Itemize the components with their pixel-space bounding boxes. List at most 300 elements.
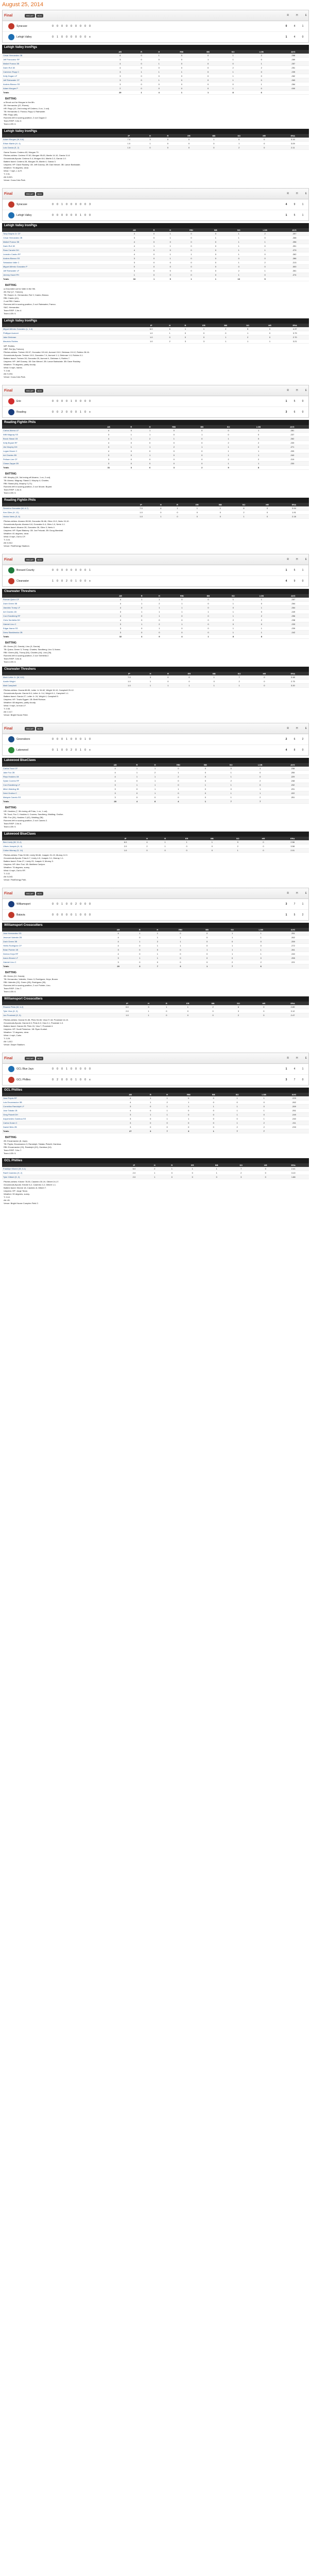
- team-name[interactable]: GCL Blue Jays: [16, 1067, 34, 1071]
- box-button[interactable]: BOX: [36, 14, 43, 18]
- team-name[interactable]: Greensboro: [16, 738, 30, 741]
- stat-cell: .262: [280, 252, 309, 257]
- stat-cell: 0: [251, 840, 277, 844]
- team-name[interactable]: Lehigh Valley: [16, 36, 32, 39]
- recap-button[interactable]: RECAP: [25, 1057, 35, 1060]
- player-name[interactable]: Jake Fox 2B: [2, 771, 102, 775]
- stat-cell: .257: [278, 598, 309, 602]
- player-name[interactable]: Jose Tabata 1B: [2, 1109, 118, 1113]
- stat-cell: 0: [150, 87, 168, 91]
- stat-cell: 0: [168, 614, 196, 618]
- player-name[interactable]: Zach Green 3B: [2, 602, 108, 606]
- pitcher-name[interactable]: Ethan Martin (H, 4): [2, 142, 116, 146]
- player-name[interactable]: Art Charles 1B: [2, 610, 108, 614]
- player-name[interactable]: Drew Stankiewicz 2B: [2, 631, 108, 635]
- player-name[interactable]: Cord Sandberg LF: [2, 783, 102, 787]
- pitcher-name[interactable]: Mauricio Robles: [2, 340, 141, 344]
- stat-cell: 0: [251, 844, 277, 849]
- team-name[interactable]: Batavia: [16, 913, 25, 917]
- player-name[interactable]: Jeff Francoeur RF: [2, 58, 108, 62]
- stat-cell: [278, 635, 309, 639]
- batting-notes: [2, 281, 309, 316]
- player-name[interactable]: Jiandido Tromp LF: [2, 606, 108, 610]
- player-name[interactable]: Maikel Franco 3B: [2, 62, 108, 66]
- col-header-pitcher: [2, 672, 117, 675]
- recap-button[interactable]: RECAP: [25, 727, 35, 731]
- player-name[interactable]: Aaron Brown LF: [2, 956, 106, 960]
- col-header: H: [142, 672, 159, 675]
- inning-score: 0: [89, 738, 91, 741]
- player-name[interactable]: Darin Ruf 1B: [2, 244, 123, 248]
- pitcher-row: [2, 675, 309, 680]
- inning-score: 1: [75, 1078, 77, 1081]
- stat-cell: 1: [128, 775, 146, 779]
- player-name[interactable]: Brian Pointer 1B: [2, 948, 106, 952]
- batter-row: [2, 1125, 309, 1129]
- player-name[interactable]: Tony Gwynn Jr. CF: [2, 232, 123, 236]
- batting-table: [2, 928, 309, 969]
- note-line: Runners left in scoring position, 2 out: Canelo 2.: [4, 819, 48, 822]
- stat-cell: 0: [159, 429, 188, 433]
- note-line: HBP: Ruf (by Treinen).: [4, 348, 25, 350]
- stat-cell: 0: [227, 265, 250, 269]
- inning-score: 0: [52, 36, 54, 39]
- stat-cell: 0: [204, 252, 227, 257]
- inning-score: 0: [80, 1067, 81, 1071]
- note-line: Pitches-strikes: Garcia 91-58, Pinto 94-60, Viza 27-18, Prosinski 14-10.: [4, 1019, 69, 1021]
- box-button[interactable]: BOX: [36, 192, 43, 196]
- inning-score: 0: [61, 400, 63, 403]
- note-line: Runners left in scoring position, 2 out: Serritella 2.: [4, 654, 49, 657]
- team-logo: [8, 409, 14, 415]
- stat-cell: 0: [168, 54, 196, 58]
- team-name[interactable]: Reading: [16, 411, 26, 414]
- stat-cell: 0: [133, 618, 150, 622]
- team-name[interactable]: Erie: [16, 400, 21, 403]
- col-header: HR: [251, 837, 277, 840]
- col-header: H: [141, 425, 159, 429]
- game-block: [2, 554, 309, 718]
- inning-score: 0: [75, 749, 77, 752]
- stat-cell: 4: [168, 635, 196, 639]
- stat-cell: 1: [227, 244, 250, 248]
- stat-cell: 3: [108, 58, 132, 62]
- note-line: Groundouts-flyouts: Alvarez 6-8, Gonzalez 6-4, Giles 1-0, Neris 1-1.: [4, 523, 65, 526]
- stat-cell: 1.0: [130, 515, 153, 519]
- team-runs: 4: [285, 203, 287, 206]
- player-name[interactable]: Leandro Castro RF: [2, 252, 123, 257]
- stat-cell: 3: [108, 626, 133, 631]
- team-name[interactable]: Williamsport: [16, 903, 31, 906]
- team-name[interactable]: Syracuse: [16, 203, 27, 206]
- stat-cell: 5: [250, 277, 280, 281]
- stat-cell: .284: [278, 82, 309, 87]
- game-buttons: [25, 1057, 43, 1060]
- note-line: a-Struck out for Morgan in the 8th.: [4, 101, 35, 104]
- rhe-label: R: [287, 192, 289, 195]
- rhe-header: [287, 892, 307, 895]
- totals-label: Totals: [2, 277, 123, 281]
- player-name[interactable]: Gabriel Lino C: [2, 960, 106, 964]
- stat-cell: 0: [202, 1096, 226, 1100]
- stat-cell: 1: [176, 1005, 200, 1009]
- stat-cell: .233: [279, 1125, 309, 1129]
- stat-cell: 1: [221, 610, 246, 614]
- stat-cell: 1: [226, 1121, 249, 1125]
- player-name[interactable]: Chris Serritella DH: [2, 618, 108, 622]
- player-name[interactable]: Deivi Grullon C: [2, 791, 102, 795]
- stat-cell: 0: [196, 618, 220, 622]
- pitcher-name[interactable]: Ricardo Pinto (W, 4-2): [2, 1005, 115, 1009]
- col-header: ER: [177, 672, 202, 675]
- stat-cell: .219: [275, 457, 309, 462]
- player-name[interactable]: Andres Blanco SS: [2, 257, 123, 261]
- player-name[interactable]: Jose Pujols RF: [2, 1096, 118, 1100]
- stat-cell: 1: [133, 91, 150, 95]
- col-header: RBI: [168, 594, 196, 598]
- col-header: SO: [215, 425, 241, 429]
- team-runs: 1: [285, 569, 287, 572]
- rhe-header: [287, 14, 307, 17]
- player-name[interactable]: Dylan Cozens RF: [2, 779, 102, 783]
- stat-cell: 1: [227, 142, 252, 146]
- inning-score: x: [89, 411, 91, 414]
- inning-score: 0: [66, 203, 67, 206]
- note-line: Umpires: HP: Jeff Gosney. 1B: Dan Merzel. 2B: Lance Barksdale. 3B: Dave Rackley.: [4, 360, 81, 363]
- stat-cell: 1.0: [116, 146, 141, 150]
- inning-score: 0: [75, 1067, 77, 1071]
- stat-cell: 3: [95, 433, 122, 437]
- player-name[interactable]: Carlos Tocci CF: [2, 767, 102, 771]
- stat-cell: .256: [280, 240, 309, 244]
- stat-cell: 0: [255, 511, 279, 515]
- stat-cell: 0: [204, 240, 227, 244]
- pitcher-name[interactable]: Colton Murray (S, 14): [2, 849, 113, 853]
- pitcher-name[interactable]: Mark Leiter Jr. (W, 8-9): [2, 675, 117, 680]
- stat-cell: 1: [131, 956, 149, 960]
- player-name[interactable]: Jesmuel Valentin 2B: [2, 936, 106, 940]
- stat-cell: 3: [108, 610, 133, 614]
- pitching-table: [2, 1163, 309, 1179]
- note-line: a-Grounded out for Valle in the 9th.: [4, 287, 36, 290]
- player-name[interactable]: Roman Quinn CF: [2, 598, 108, 602]
- stat-cell: 2: [245, 960, 277, 964]
- stat-cell: 0: [246, 87, 278, 91]
- stat-cell: 0: [178, 335, 193, 340]
- player-name[interactable]: Edgar Ibarra SS: [2, 626, 108, 631]
- batter-row: [2, 956, 309, 960]
- note-line: Att: 5,043.: [4, 875, 13, 878]
- stat-cell: 0: [159, 433, 188, 437]
- team-logo: [8, 34, 14, 40]
- pitcher-name[interactable]: Tyler Viza (H, 3): [2, 1009, 115, 1013]
- player-name[interactable]: Cesar Hernandez 2B: [2, 54, 108, 58]
- pitcher-name[interactable]: Austin Wright: [2, 680, 117, 684]
- stat-cell: 0: [250, 252, 280, 257]
- box-button[interactable]: BOX: [36, 1057, 43, 1060]
- player-name[interactable]: Willi Magnay SS: [2, 433, 95, 437]
- stat-cell: .259: [277, 940, 309, 944]
- team-hits: 4: [293, 25, 296, 28]
- note-line: Att: 45.: [4, 1199, 10, 1201]
- stat-cell: 0: [204, 257, 227, 261]
- pitcher-row: [2, 142, 309, 146]
- stat-cell: 0: [218, 767, 244, 771]
- player-name[interactable]: Daniel Brito 2B: [2, 1125, 118, 1129]
- game-header: [2, 10, 309, 21]
- batting-table: [2, 763, 309, 804]
- player-name[interactable]: Jeremy Hazel PH: [2, 273, 123, 277]
- stat-cell: 1: [133, 610, 150, 614]
- stat-cell: 3: [140, 1005, 158, 1009]
- note-line: Batters faced: Frias 27, Lively 23, Joaquin 9, Murray 3.: [4, 860, 54, 862]
- note-line: TB: Hernandez; Valentin; Green 3; Rodriguez; Keys; Brown.: [4, 978, 59, 980]
- inning-score: 0: [61, 214, 63, 217]
- player-name[interactable]: Greg Pickett DH: [2, 1113, 118, 1117]
- inning-score: 0: [75, 203, 77, 206]
- col-header: AVG: [280, 228, 309, 232]
- pitcher-name[interactable]: Miguel Alfredo Gonzalez (L, 1-4): [2, 327, 141, 331]
- col-header: R: [156, 837, 174, 840]
- note-line: Batters faced: Cedeno 28, Morgan 25, Martin 4, Garcia 3.: [4, 160, 56, 163]
- stat-cell: .248: [277, 779, 309, 783]
- stat-cell: 8: [246, 635, 278, 639]
- player-name[interactable]: Cesar Hernandez 2B: [2, 236, 123, 240]
- col-header: H: [150, 594, 168, 598]
- stat-cell: 1: [128, 783, 146, 787]
- player-name[interactable]: Gabriel Lino C: [2, 622, 108, 626]
- stat-cell: 1: [188, 445, 215, 449]
- batting-team-title: Reading Fightin Phils: [2, 420, 309, 425]
- stat-cell: 4: [108, 54, 132, 58]
- team-row: [3, 734, 308, 745]
- stat-cell: 0: [200, 1009, 226, 1013]
- pitcher-name[interactable]: Luis Garcia (S, 2): [2, 146, 116, 150]
- inning-score: 0: [71, 580, 72, 583]
- pitcher-name[interactable]: Franklyn Kilome (W, 3-1): [2, 1167, 122, 1171]
- player-name[interactable]: Russ Canzler DH: [2, 248, 123, 252]
- stat-cell: 0: [227, 257, 250, 261]
- player-name[interactable]: Rhys Hoskins 1B: [2, 775, 102, 779]
- player-name[interactable]: Darin Ruf 1B: [2, 66, 108, 70]
- pitcher-name[interactable]: Matt Campbell: [2, 684, 117, 688]
- player-name[interactable]: Sebastian Valle C: [2, 261, 123, 265]
- recap-button[interactable]: RECAP: [25, 389, 35, 393]
- stat-cell: 0: [131, 936, 149, 940]
- stat-cell: 1: [168, 91, 196, 95]
- player-name[interactable]: Jose Hernandez SS: [2, 931, 106, 936]
- stat-cell: 1: [202, 1129, 226, 1133]
- player-name[interactable]: Jeff Rainwater CF: [2, 78, 108, 82]
- inning-scores: [50, 580, 92, 583]
- team-name[interactable]: Clearwater: [16, 580, 29, 583]
- stat-cell: 1: [237, 331, 259, 335]
- pitcher-name[interactable]: Tyler Gilbert (S, 3): [2, 1175, 122, 1179]
- inning-score: 1: [80, 749, 81, 752]
- stat-cell: 1: [221, 598, 246, 602]
- pitcher-name[interactable]: Jake Diekman: [2, 335, 141, 340]
- col-header-player: [2, 50, 108, 54]
- stat-cell: 0: [133, 606, 150, 610]
- stat-cell: 0: [244, 775, 277, 779]
- inning-score: 0: [66, 903, 67, 906]
- team-name[interactable]: Brevard County: [16, 569, 34, 572]
- inning-score: 0: [61, 580, 63, 583]
- player-name[interactable]: Malquin Canelo SS: [2, 795, 102, 800]
- inning-score: 0: [61, 569, 63, 572]
- pitcher-name[interactable]: Phillippe Aumont: [2, 331, 141, 335]
- stat-cell: 3: [108, 82, 132, 87]
- inning-score: 0: [75, 36, 77, 39]
- stat-cell: 0: [141, 449, 159, 453]
- pitcher-name[interactable]: Ranfi Casimiro (H, 2): [2, 1171, 122, 1175]
- player-name[interactable]: Kelly Dugan LF: [2, 74, 108, 78]
- stat-cell: 0: [162, 248, 179, 252]
- player-name[interactable]: Adam Morgan P: [2, 87, 108, 91]
- note-line: HR: Murphy (19, 3rd inning off Alvarez, 1 on, 2 out).: [4, 476, 51, 479]
- pitching-team-title: Lehigh Valley IronPigs: [2, 318, 309, 324]
- stat-cell: 0: [174, 849, 199, 853]
- pitcher-name[interactable]: Adam Morgan (W, 8-6): [2, 138, 116, 142]
- linescore: [2, 396, 309, 418]
- stat-cell: 1: [201, 138, 227, 142]
- team-name[interactable]: Lakewood: [16, 749, 28, 752]
- col-header: H: [138, 837, 156, 840]
- game-header: [2, 1053, 309, 1063]
- player-name[interactable]: Cornelius Randolph LF: [2, 1105, 118, 1109]
- rhe-label: E: [305, 14, 307, 17]
- player-name[interactable]: Cord Sandberg RF: [2, 614, 108, 618]
- rhe-label: E: [305, 727, 307, 730]
- team-name[interactable]: Lehigh Valley: [16, 214, 32, 217]
- col-header: AVG: [278, 50, 309, 54]
- team-name[interactable]: GCL Phillies: [16, 1078, 31, 1081]
- player-name[interactable]: Pelham Lee CF: [2, 457, 95, 462]
- rhe-label: R: [287, 558, 289, 561]
- col-header-pitcher: [2, 837, 113, 840]
- stat-cell: 3: [118, 1121, 142, 1125]
- batter-row: [2, 66, 309, 70]
- rhe-label: E: [305, 1057, 307, 1060]
- note-line: 2B: Encarnacion (8, Jays).: [4, 1140, 28, 1142]
- stat-cell: 1: [227, 273, 250, 277]
- col-header: H: [140, 1002, 158, 1005]
- player-name[interactable]: Kelly Bryant RF: [2, 441, 95, 445]
- box-button[interactable]: BOX: [36, 727, 43, 731]
- stat-cell: 0: [177, 142, 201, 146]
- stat-cell: 4: [133, 635, 150, 639]
- recap-button[interactable]: RECAP: [25, 14, 35, 18]
- player-name[interactable]: Luis Encarnacion 3B: [2, 1100, 118, 1105]
- stat-cell: 3: [123, 236, 146, 240]
- box-button[interactable]: BOX: [36, 389, 43, 393]
- stat-cell: 1: [196, 58, 220, 62]
- player-name[interactable]: Carlos Duran C: [2, 1121, 118, 1125]
- stat-cell: .240: [275, 453, 309, 457]
- stat-cell: 0: [188, 453, 215, 457]
- stat-cell: 1: [159, 1096, 175, 1100]
- stat-cell: 0: [169, 515, 185, 519]
- player-name[interactable]: Miguel Alfredo Gonzalez P: [2, 265, 123, 269]
- player-name[interactable]: Herlis Rodriguez CF: [2, 944, 106, 948]
- batter-row: [2, 1105, 309, 1109]
- col-header: IP: [113, 837, 138, 840]
- stat-cell: 0: [196, 82, 220, 87]
- player-name[interactable]: Jeff Rainwater LF: [2, 269, 123, 273]
- pitcher-name[interactable]: Hector Neris (S, 6): [2, 515, 130, 519]
- game-header: [2, 385, 309, 396]
- pitcher-name[interactable]: Ulises Joaquin (H, 6): [2, 844, 113, 849]
- stat-cell: 1: [178, 327, 193, 331]
- game-block: [2, 1053, 309, 1206]
- stat-cell: .249: [279, 1113, 309, 1117]
- stat-cell: 0: [141, 146, 159, 150]
- team-name[interactable]: Syracuse: [16, 25, 27, 28]
- stat-cell: 1.0: [141, 340, 162, 344]
- player-name[interactable]: Mitch Walding 3B: [2, 787, 102, 791]
- player-name[interactable]: Cameron Rupp C: [2, 70, 108, 74]
- player-name[interactable]: Maikel Franco 3B: [2, 240, 123, 244]
- col-header: ER: [186, 503, 209, 506]
- player-name[interactable]: Brock Stassi 1B: [2, 437, 95, 441]
- stat-cell: 0: [162, 265, 179, 269]
- stat-cell: .213: [280, 261, 309, 265]
- pitcher-name[interactable]: Severino Gonzalez (W, 6-7): [2, 506, 130, 511]
- recap-button[interactable]: RECAP: [25, 892, 35, 895]
- stat-cell: 3: [106, 956, 131, 960]
- recap-button[interactable]: RECAP: [25, 558, 35, 562]
- col-header: R: [169, 503, 185, 506]
- player-name[interactable]: Carlos Alonso LF: [2, 429, 95, 433]
- pitcher-name[interactable]: Ken Giles (H, 12): [2, 511, 130, 515]
- team-row: [3, 899, 308, 910]
- stat-cell: 1: [241, 453, 275, 457]
- player-name[interactable]: Zach Green 3B: [2, 940, 106, 944]
- player-name[interactable]: Jim Murphy DH: [2, 445, 95, 449]
- player-name[interactable]: Chase Zappe 2B: [2, 462, 95, 466]
- team-logo: [8, 567, 14, 573]
- player-name[interactable]: Art Charles 3B: [2, 453, 95, 457]
- pitcher-row: [2, 138, 309, 142]
- player-name[interactable]: Arquimedes Gamboa SS: [2, 1117, 118, 1121]
- note-line: Pitches-strikes: Cedeno 97-60, Morgan 95-63, Martin 14-10, Garcia 11-8.: [4, 154, 71, 157]
- col-header: HR: [255, 503, 279, 506]
- note-line: Umpires: HP: Jorge Teran.: [4, 1190, 28, 1192]
- player-name[interactable]: Denton Keys RF: [2, 952, 106, 956]
- pitcher-name[interactable]: Jon Prosinski (S, 5): [2, 1013, 115, 1018]
- pitcher-name[interactable]: Ben Lively (W, 11-4): [2, 840, 113, 844]
- stat-cell: 3: [106, 960, 131, 964]
- player-name[interactable]: Andres Blanco SS: [2, 82, 108, 87]
- stat-cell: 0: [195, 952, 220, 956]
- box-button[interactable]: BOX: [36, 892, 43, 895]
- inning-score: 0: [61, 25, 63, 28]
- stat-cell: 4: [150, 91, 168, 95]
- stat-cell: 4: [152, 506, 169, 511]
- note-line: T: 2:22.: [4, 872, 11, 875]
- player-name[interactable]: Logan Moore C: [2, 449, 95, 453]
- stat-cell: 0: [142, 1121, 159, 1125]
- stat-cell: 1: [168, 70, 196, 74]
- pitching-team-title: Clearwater Threshers: [2, 667, 309, 672]
- box-button[interactable]: BOX: [36, 558, 43, 562]
- col-header: R: [159, 134, 177, 138]
- stat-cell: 4: [108, 62, 132, 66]
- stat-cell: 3: [166, 964, 195, 969]
- stat-cell: 2: [220, 960, 245, 964]
- batter-row: [2, 606, 309, 610]
- recap-button[interactable]: RECAP: [25, 192, 35, 196]
